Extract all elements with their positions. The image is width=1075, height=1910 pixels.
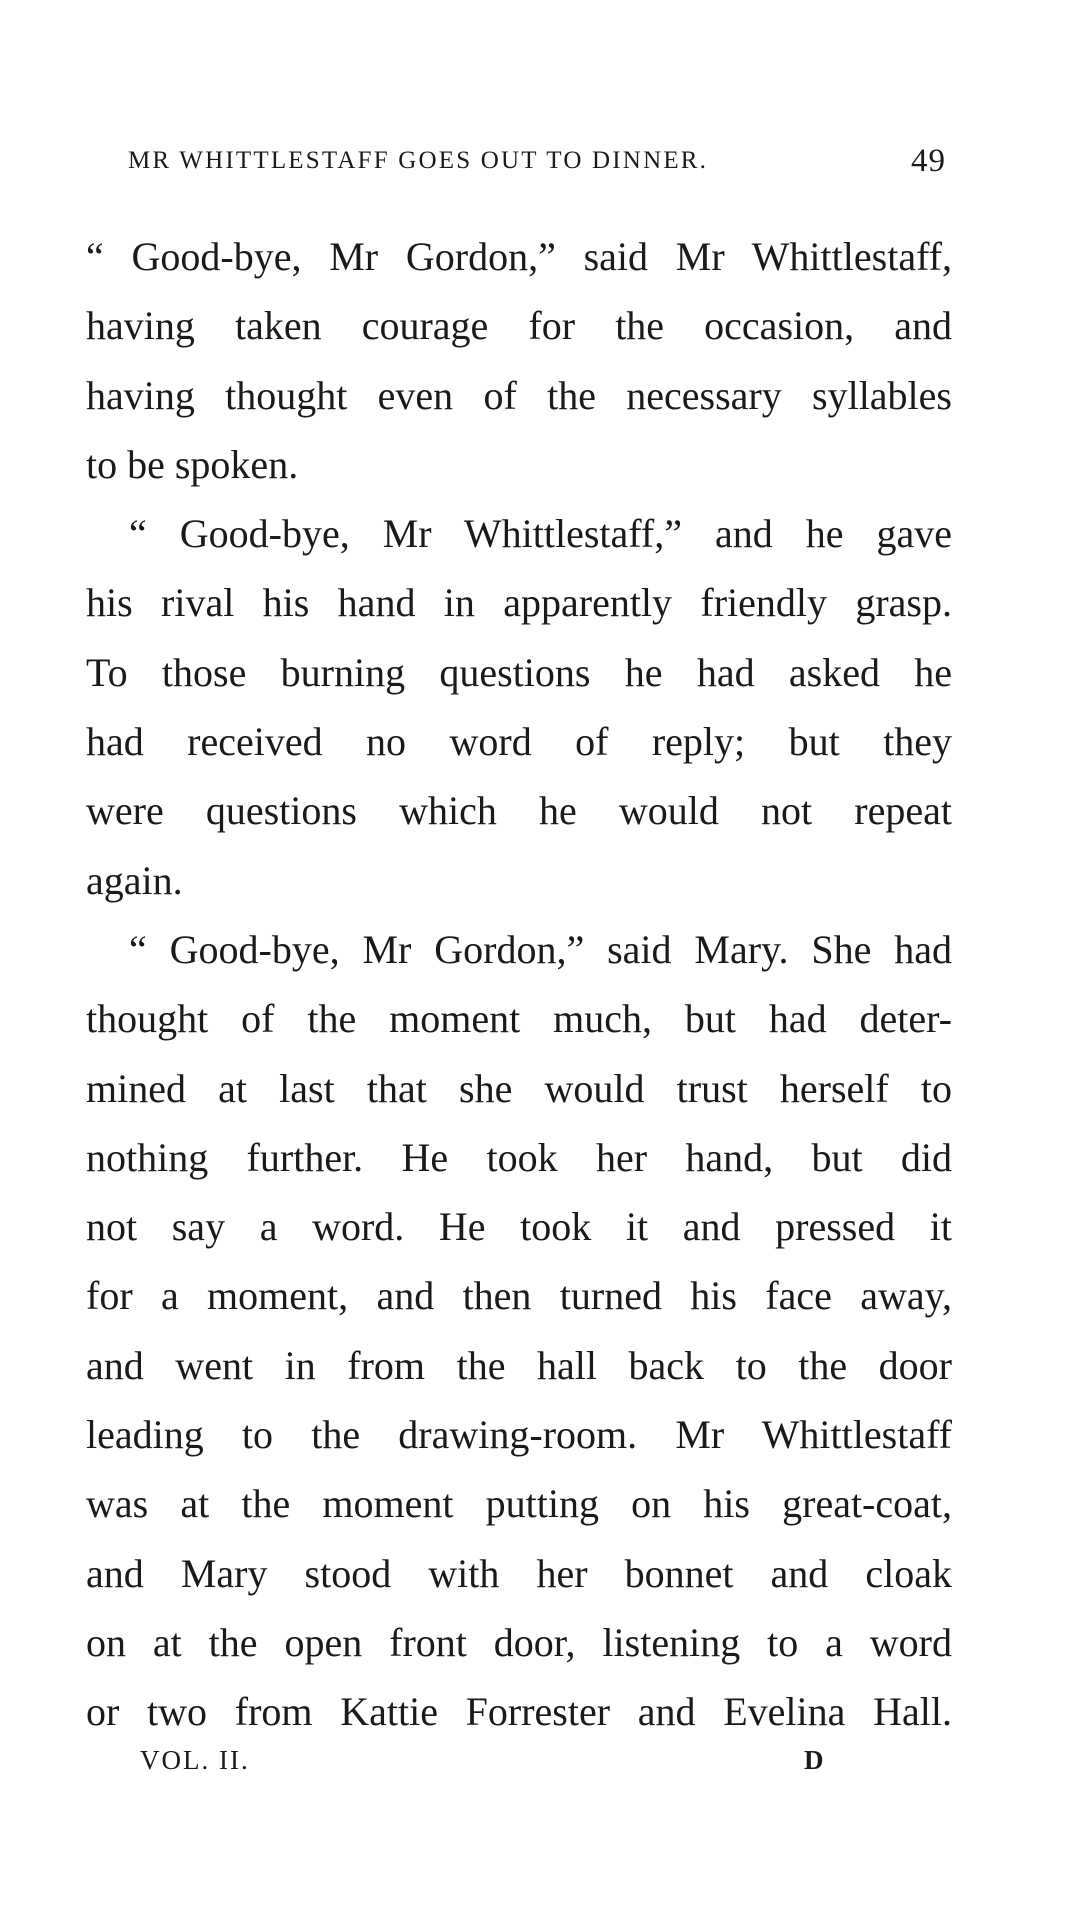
text-line: having taken courage for the occasion, and xyxy=(86,303,952,349)
signature-mark: D xyxy=(804,1745,824,1775)
paragraph-3 xyxy=(86,915,952,1747)
text-line: nothing further. He took her hand, but did xyxy=(86,1134,952,1180)
running-head xyxy=(128,143,946,183)
page-footer xyxy=(140,1745,840,1785)
text-line: “ Good-bye, Mr Gordon,” said Mary. She had xyxy=(129,926,952,972)
text-line: were questions which he would not repeat xyxy=(86,788,952,834)
text-line: for a moment, and then turned his face away, xyxy=(86,1273,952,1319)
text-line: his rival his hand in apparently friendly grasp. xyxy=(86,580,952,626)
text-line: “ Good-bye, Mr Gordon,” said Mr Whittlestaff, xyxy=(86,234,952,279)
text-line: having thought even of the necessary syllables xyxy=(86,372,952,418)
text-line: again. xyxy=(86,857,183,903)
text-line: To those burning questions he had asked he xyxy=(86,649,952,695)
text-line: and went in from the hall back to the door xyxy=(86,1342,952,1388)
running-title: MR WHITTLESTAFF GOES OUT TO DINNER. xyxy=(128,147,709,174)
text-line: on at the open front door, listening to a word xyxy=(86,1619,952,1665)
paragraph-2 xyxy=(86,499,952,915)
body-text xyxy=(86,222,952,1747)
text-line: had received no word of reply; but they xyxy=(86,719,952,765)
text-line: leading to the drawing-room. Mr Whittlestaff xyxy=(86,1412,952,1458)
text-line: to be spoken. xyxy=(86,441,299,487)
text-line: not say a word. He took it and pressed it xyxy=(86,1204,952,1250)
text-line: “ Good-bye, Mr Whittlestaff,” and he gave xyxy=(129,511,952,557)
text-line: was at the moment putting on his great-coat, xyxy=(86,1481,952,1527)
volume-label: VOL. II. xyxy=(140,1745,250,1775)
text-line: thought of the moment much, but had deter- xyxy=(86,996,952,1042)
text-line: or two from Kattie Forrester and Evelina Hall. xyxy=(86,1689,952,1735)
paragraph-1 xyxy=(86,222,952,499)
text-line: mined at last that she would trust herself to xyxy=(86,1065,952,1111)
page-number: 49 xyxy=(911,143,946,179)
text-line: and Mary stood with her bonnet and cloak xyxy=(86,1550,952,1596)
